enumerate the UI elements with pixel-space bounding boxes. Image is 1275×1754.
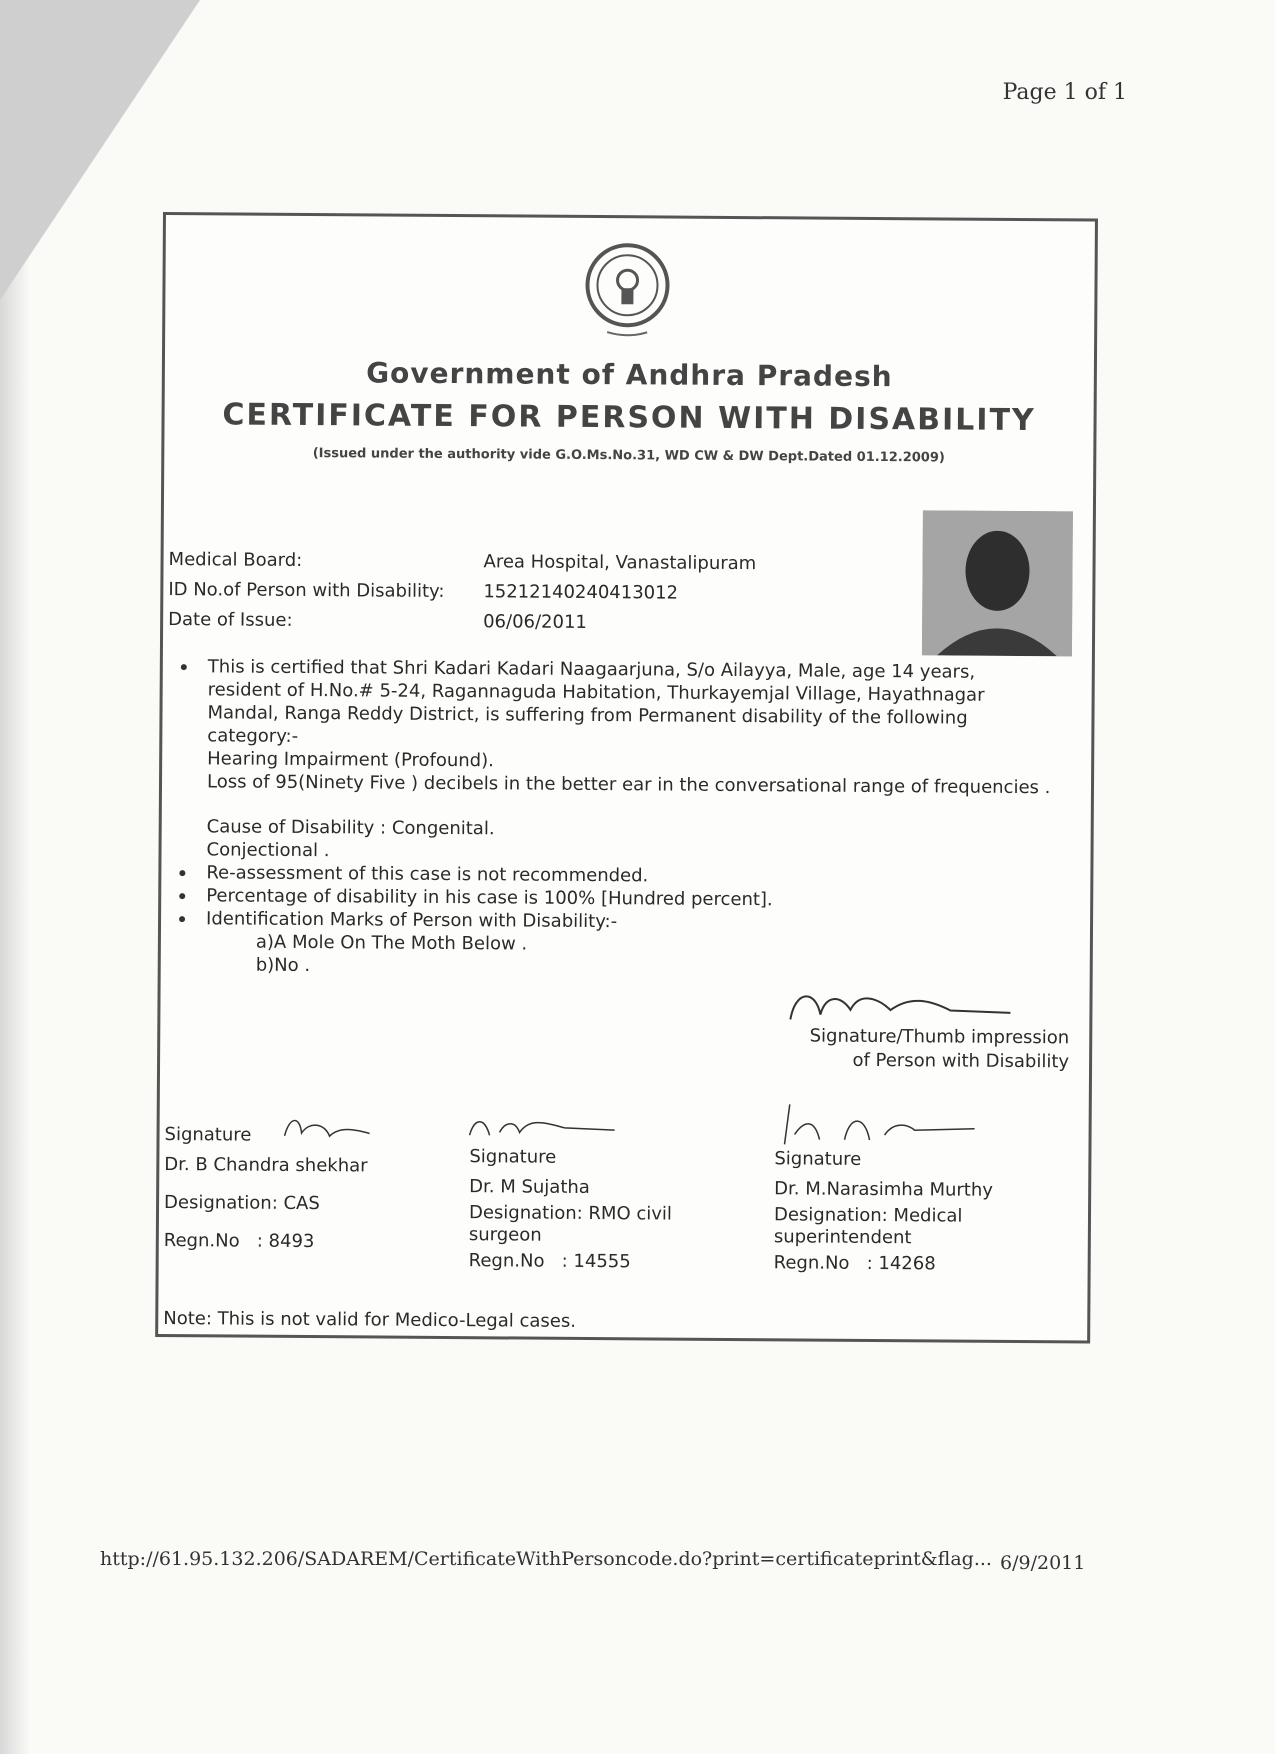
identification-marks-label: Identification Marks of Person with Disability:- [171,907,1051,936]
cause-of-disability: Cause of Disability : Congenital. [206,816,495,840]
person-signature [809,1025,1069,1075]
certification-statement: This is certified that Shri Kadari Kadari Naagaarjuna, S/o Ailayya, Male, age 14 years, resident of H.No.# 5-24, Ragannaguda Habitation, Thurkayemjal Village, Hayathnagar Mandal, Ranga Reddy District, is suffering from Permanent disability of the following category:- [172,655,1053,753]
doctor-3-signature-mark [764,1099,994,1151]
certificate-details [168,545,756,639]
footer-url: http://61.95.132.206/SADAREM/CertificateWithPersoncode.do?print=certificateprint&flag... [100,1548,992,1570]
doctor-signatures [163,1120,1085,1275]
certificate-subtitle: (Issued under the authority vide G.O.Ms.No.31, WD CW & DW Dept.Dated 01.12.2009) [312,446,945,466]
person-signature-line2: of Person with Disability [852,1049,1070,1073]
doctor-2-regn-value: : 14555 [561,1250,631,1273]
government-heading: Government of Andhra Pradesh [366,356,893,394]
doctor-3-signature-label: Signature [774,1148,862,1170]
person-signature-line1: Signature/Thumb impression [809,1025,1070,1049]
doctor-1-signature-label: Signature [164,1124,252,1146]
doctor-3-regn-value: : 14268 [866,1252,936,1275]
identification-mark-a: a)A Mole On The Moth Below . [255,931,528,955]
doctor-2-regn-label: Regn.No [468,1250,545,1272]
doctor-3-designation: Designation: Medical superintendent [773,1204,963,1249]
hearing-loss: Loss of 95(Ninety Five ) decibels in the better ear in the conversational range of frequencies . [206,771,1051,799]
id-label: ID No.of Person with Disability: [168,579,445,602]
medical-board-value: Area Hospital, Vanastalipuram [483,551,757,575]
doctor-1-signature-mark [279,1111,379,1147]
date-value: 06/06/2011 [483,611,587,633]
footer-date: 6/9/2011 [1000,1552,1086,1574]
id-value: 15212140240413012 [483,581,679,604]
person-signature-mark [780,979,1040,1031]
certificate-title: CERTIFICATE FOR PERSON WITH DISABILITY [222,397,1036,439]
doctor-1-designation: Designation: CAS [164,1192,320,1215]
identification-mark-b: b)No . [255,954,311,977]
doctor-1-regn-label: Regn.No [163,1230,240,1252]
doctor-2-signature-label: Signature [469,1146,557,1168]
disability-percentage: Percentage of disability in his case is 100% [Hundred percent]. [171,884,1051,913]
doctor-3-name: Dr. M.Narasimha Murthy [774,1178,994,1201]
certificate [155,212,1098,1344]
medical-board-label: Medical Board: [168,549,303,571]
validity-note: Note: This is not valid for Medico-Legal cases. [163,1308,577,1332]
certificate-body [171,655,1053,982]
doctor-2-name: Dr. M Sujatha [469,1176,590,1199]
doctor-1-regn-value: : 8493 [256,1230,315,1253]
conjectional: Conjectional . [206,839,330,862]
state-emblem-icon [577,240,678,341]
doctor-2-designation: Designation: RMO civil surgeon [468,1202,673,1246]
doctor-2-signature-mark [465,1107,635,1143]
doctor-2 [469,1122,710,1278]
date-label: Date of Issue: [168,609,293,631]
reassessment: Re-assessment of this case is not recommended. [171,861,1051,890]
doctor-3-regn-label: Regn.No [773,1252,850,1274]
page-number: Page 1 of 1 [1002,80,1127,105]
doctor-1-name: Dr. B Chandra shekhar [164,1154,368,1177]
person-photo [922,510,1073,656]
disability-category: Hearing Impairment (Profound). [207,748,494,772]
